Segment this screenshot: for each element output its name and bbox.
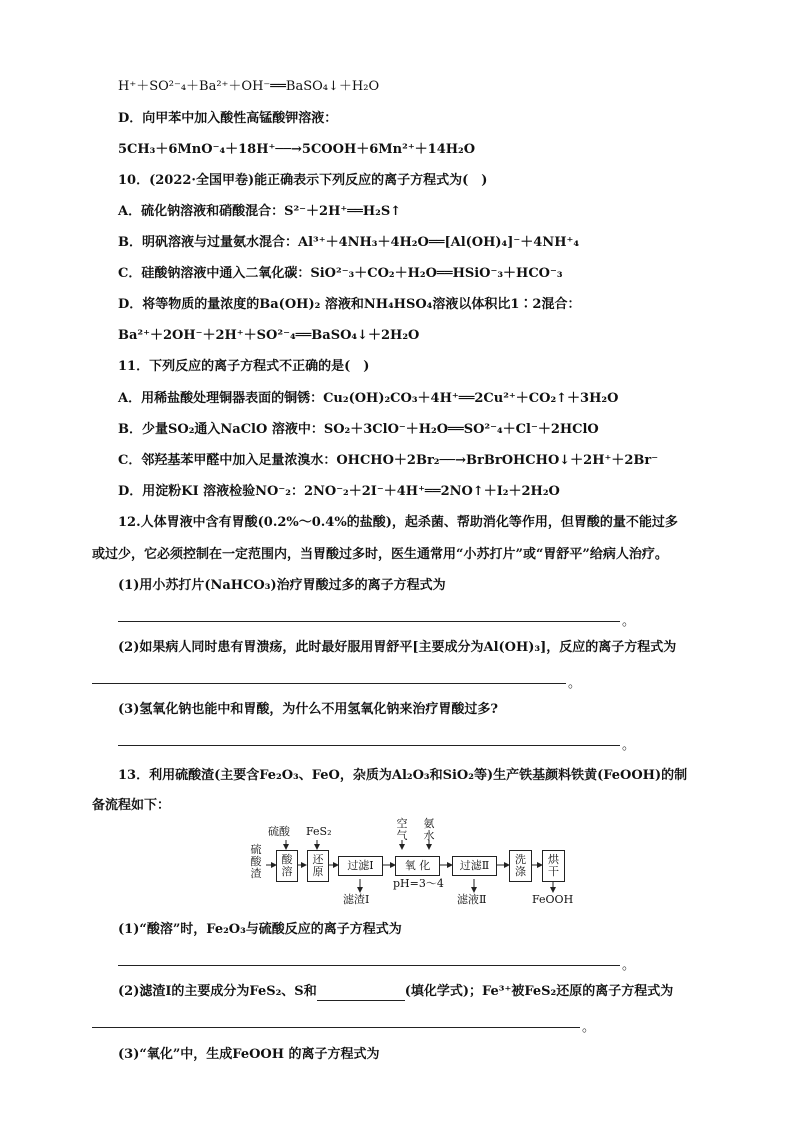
question-13-part2-text-b: (填化学式)；Fe³⁺被FeS₂还原的离子方程式为 — [404, 984, 674, 999]
input-fes2: FeS₂ — [306, 825, 332, 838]
question-12-part1: (1)用小苏打片(NaHCO₃)治疗胃酸过多的离子方程式为 — [118, 578, 446, 593]
period-mark: 。 — [622, 958, 636, 973]
input-air: 空气 — [396, 817, 408, 842]
question-13-part3: (3)“氧化”中，生成FeOOH 的离子方程式为 — [118, 1047, 380, 1062]
condition-ph: pH=3～4 — [393, 877, 444, 890]
step-filtration-2: 过滤Ⅱ — [452, 856, 497, 876]
question-11-option-b: B．少量SO₂通入NaClO 溶液中：SO₂＋3ClO⁻＋H₂O══SO²⁻₄＋Cl⁻＋2HClO — [118, 422, 599, 437]
line-equation-1: H⁺＋SO²⁻₄＋Ba²⁺＋OH⁻══BaSO₄↓＋H₂O — [118, 79, 380, 94]
question-11-option-c: C．邻羟基苯甲醛中加入足量浓溴水：OHCHO＋2Br₂──→BrBrOHCHO↓＋2H⁺＋2Br⁻ — [118, 453, 659, 468]
question-10-option-d-equation: Ba²⁺＋2OH⁻＋2H⁺＋SO²⁻₄══BaSO₄↓＋2H₂O — [118, 328, 420, 343]
answer-line-12-2[interactable] — [92, 683, 566, 684]
period-mark: 。 — [568, 676, 582, 691]
input-sulfuric-acid-residue: 硫酸渣 — [250, 843, 262, 880]
fill-blank-formula[interactable] — [317, 986, 405, 1001]
output-filter-residue-1: 滤渣Ⅰ — [343, 893, 370, 906]
period-mark: 。 — [622, 738, 636, 753]
step-reduction: 还原 — [307, 850, 329, 882]
question-10-stem: 10．(2022·全国甲卷)能正确表示下列反应的离子方程式为( ) — [118, 173, 488, 188]
question-13-stem-line2: 备流程如下： — [92, 798, 171, 813]
question-13-part2-text-a: (2)滤渣Ⅰ的主要成分为FeS₂、S和 — [118, 984, 317, 999]
question-10-option-a: A．硫化钠溶液和硝酸混合：S²⁻＋2H⁺══H₂S↑ — [118, 204, 402, 219]
input-ammonia: 氨水 — [423, 817, 435, 842]
step-drying: 烘干 — [542, 850, 565, 882]
question-12-stem-line1: 12.人体胃液中含有胃酸(0.2%～0.4%的盐酸)，起杀菌、帮助消化等作用，但胃酸的量不能过多 — [118, 515, 678, 530]
period-mark: 。 — [582, 1020, 596, 1035]
step-filtration-1: 过滤Ⅰ — [338, 856, 383, 876]
answer-line-12-3[interactable] — [118, 745, 620, 746]
output-filtrate-2: 滤液Ⅱ — [457, 893, 487, 906]
question-10-option-c: C．硅酸钠溶液中通入二氧化碳：SiO²⁻₃＋CO₂＋H₂O══HSiO⁻₃＋HCO⁻₃ — [118, 266, 563, 281]
question-12-part2: (2)如果病人同时患有胃溃疡，此时最好服用胃舒平[主要成分为Al(OH)₃]，反应的离子方程式为 — [118, 640, 677, 655]
process-flow-chart — [246, 818, 586, 908]
question-10-option-b: B．明矾溶液与过量氨水混合：Al³⁺＋4NH₃＋4H₂O══[Al(OH)₄]⁻＋4NH⁺₄ — [118, 235, 580, 250]
question-12-stem-line2: 或过少，它必须控制在一定范围内，当胃酸过多时，医生通常用“小苏打片”或“胃舒平”给病人治疗。 — [92, 547, 668, 562]
output-product-feooh: FeOOH — [532, 893, 574, 906]
question-11-option-a: A．用稀盐酸处理铜器表面的铜锈：Cu₂(OH)₂CO₃＋4H⁺══2Cu²⁺＋CO₂↑＋3H₂O — [118, 391, 619, 406]
question-11-stem: 11．下列反应的离子方程式不正确的是( ) — [118, 359, 370, 374]
question-13-part1: (1)“酸溶”时，Fe₂O₃与硫酸反应的离子方程式为 — [118, 922, 402, 937]
step-washing: 洗涤 — [509, 850, 532, 882]
answer-line-12-1[interactable] — [118, 621, 620, 622]
step-acid-dissolve: 酸溶 — [276, 850, 298, 882]
answer-line-13-1[interactable] — [118, 965, 620, 966]
question-13-stem-line1: 13．利用硫酸渣(主要含Fe₂O₃、FeO，杂质为Al₂O₃和SiO₂等)生产铁基颜料铁黄(FeOOH)的制 — [118, 768, 688, 783]
input-sulfuric-acid: 硫酸 — [268, 825, 290, 838]
question-13-part2 — [118, 983, 673, 1001]
step-oxidation: 氧 化 — [395, 856, 440, 876]
line-equation-2: 5CH₃＋6MnO⁻₄＋18H⁺──→5COOH＋6Mn²⁺＋14H₂O — [118, 142, 476, 157]
question-12-part3: (3)氢氧化钠也能中和胃酸，为什么不用氢氧化钠来治疗胃酸过多? — [118, 702, 498, 717]
option-d-intro: D．向甲苯中加入酸性高锰酸钾溶液： — [118, 111, 338, 126]
answer-line-13-2[interactable] — [92, 1027, 580, 1028]
question-10-option-d: D．将等物质的量浓度的Ba(OH)₂ 溶液和NH₄HSO₄溶液以体积比1∶2混合： — [118, 297, 581, 312]
question-11-option-d: D．用淀粉KI 溶液检验NO⁻₂：2NO⁻₂＋2I⁻＋4H⁺══2NO↑＋I₂＋2H₂O — [118, 484, 560, 499]
period-mark: 。 — [622, 614, 636, 629]
